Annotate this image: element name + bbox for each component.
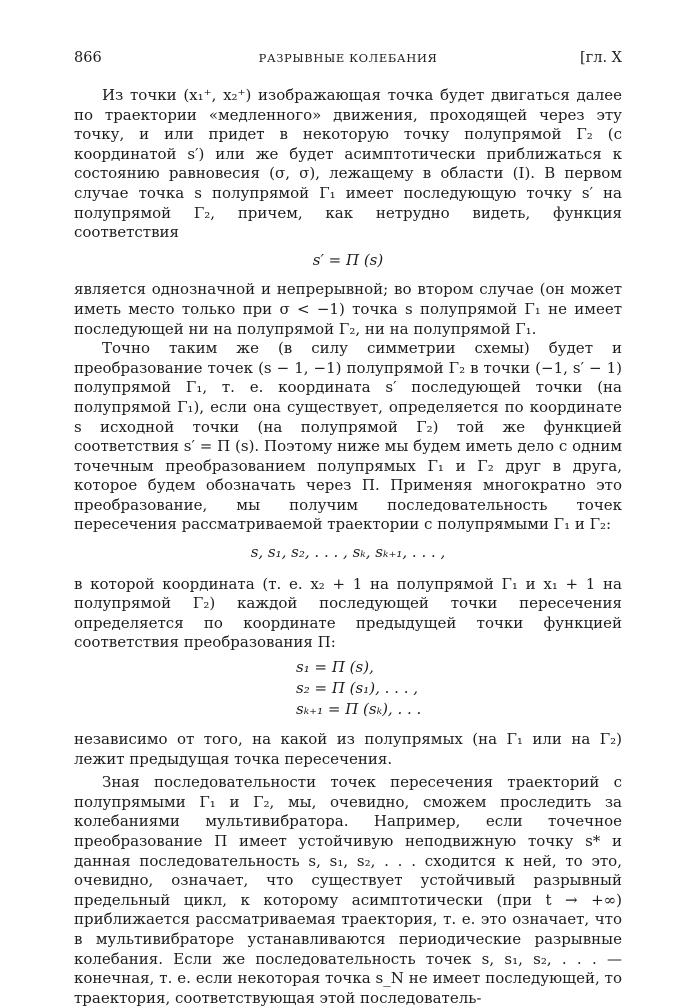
- paragraph-5: независимо от того, на какой из полупрямых (на Γ₁ или на Γ₂) лежит предыдущая точка пересечения.: [74, 730, 622, 768]
- paragraph-4: в которой координата (т. е. x₂ + 1 на полупрямой Γ₁ и x₁ + 1 на полупрямой Γ₂) каждой последующей точки пересечения определяется по координате предыдущей точки функцией соответствия преобразования Π:: [74, 574, 622, 652]
- paragraph-3: Точно таким же (в силу симметрии схемы) будет и преобразование точек (s − 1, −1) полупрямой Γ₂ в точки (−1, s′ − 1) полупрямой Γ₁, т. е. координата s′ последующей точки (на полупрямой Γ₁), если она существует, определяется по координате s исходной точки (на полупрямой Γ₂) той же функцией соответствия s′ = Π (s). Поэтому ниже мы будем иметь дело с одним точечным преобразованием полупрямых Γ₁ и Γ₂ друг в друга, которое будем обозначать через Π. Применяя многократно это преобразование, мы получим последовательность точек пересечения рассматриваемой траектории с полупрямыми Γ₁ и Γ₂:: [74, 339, 622, 534]
- page-number: 866: [74, 50, 102, 66]
- formula-list: [296, 657, 622, 720]
- page-body: [74, 86, 622, 1008]
- formula-line: s₁ = Π (s),: [296, 658, 374, 677]
- paragraph-6: Зная последовательности точек пересечения траекторий с полупрямыми Γ₁ и Γ₂, мы, очевидно, сможем проследить за колебаниями мультивибратора. Например, если точечное преобразование Π имеет устойчивую неподвижную точку s* и данная последовательность s, s₁, s₂, . . . сходится к ней, то это, очевидно, означает, что существует устойчивый разрывный предельный цикл, к которому асимптотически (при t → +∞) приближается рассматриваемая траектория, т. е. это означает, что в мультивибраторе устанавливаются периодические разрывные колебания. Если же последовательность точек s, s₁, s₂, . . . — конечная, т. е. если некоторая точка s_N не имеет последующей, то траектория, соответствующая этой последователь-: [74, 773, 622, 1007]
- chapter-label: [гл. X: [579, 50, 622, 66]
- formula-correspondence: s′ = Π (s): [312, 250, 384, 269]
- formula-line: sₖ₊₁ = Π (sₖ), . . .: [296, 700, 422, 719]
- paragraph-1: Из точки (x₁⁺, x₂⁺) изображающая точка будет двигаться далее по траектории «медленного» движения, проходящей через эту точку, и или придет в некоторую точку полупрямой Γ₂ (с координатой s′) или же будет асимптотически приближаться к состоянию равновесия (σ, σ), лежащему в области (I). В первом случае точка s полупрямой Γ₁ имеет последующую точку s′ на полупрямой Γ₂, причем, как нетрудно видеть, функция соответствия: [74, 86, 622, 242]
- running-title: РАЗРЫВНЫЕ КОЛЕБАНИЯ: [258, 51, 438, 65]
- sequence-formula: s, s₁, s₂, . . . , sₖ, sₖ₊₁, . . . ,: [250, 543, 446, 562]
- formula-line: s₂ = Π (s₁), . . . ,: [296, 679, 418, 698]
- page-header: [74, 50, 622, 72]
- paragraph-2: является однозначной и непрерывной; во втором случае (он может иметь место только при σ < −1) точка s полупрямой Γ₁ не имеет последующей ни на полупрямой Γ₂, ни на полупрямой Γ₁.: [74, 280, 622, 338]
